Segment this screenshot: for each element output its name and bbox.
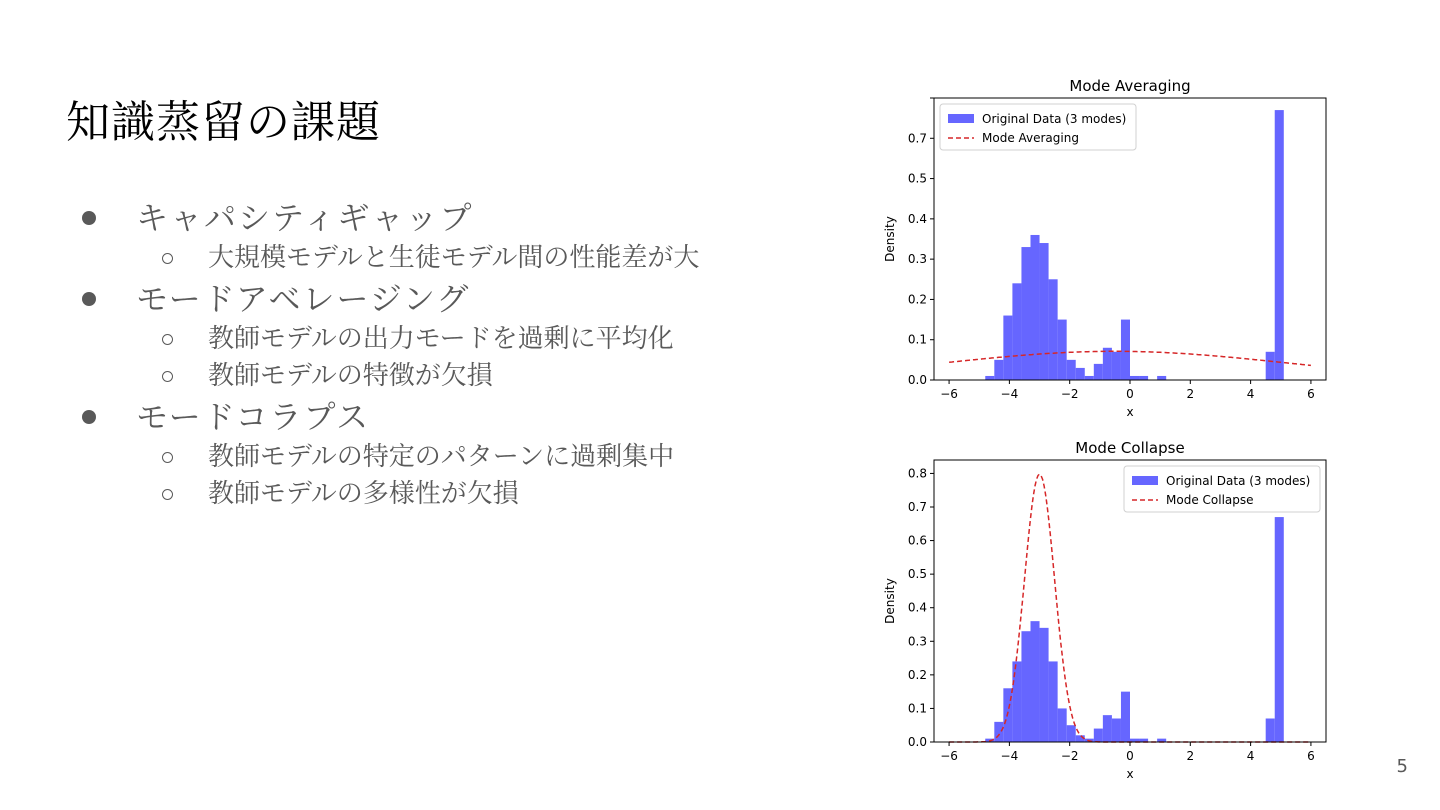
x-tick-label: 6 — [1307, 387, 1315, 401]
histogram-bar — [1275, 110, 1284, 380]
sub-bullet-text: 教師モデルの特定のパターンに過剰集中 — [208, 442, 675, 472]
y-tick-label: 0.5 — [907, 171, 927, 186]
histogram-bar — [994, 722, 1003, 742]
histogram-bar — [1266, 719, 1275, 743]
y-tick-label: 0.3 — [907, 634, 927, 649]
x-tick-label: −6 — [940, 387, 958, 401]
page-number: 5 — [1396, 756, 1408, 777]
bullet-text: モードコラプス — [136, 398, 371, 436]
x-tick-label: 2 — [1186, 387, 1195, 401]
y-tick-label: 0.0 — [907, 735, 927, 749]
y-tick-label: 0.7 — [907, 131, 927, 146]
x-tick-label: −2 — [1060, 387, 1079, 401]
histogram-bar — [1157, 376, 1166, 380]
x-tick-label: −4 — [1000, 387, 1019, 401]
histogram-bar — [1030, 235, 1039, 380]
chart-title: Mode Averaging — [1069, 77, 1191, 95]
sub-bullet-text: 教師モデルの特徴が欠損 — [208, 361, 493, 391]
histogram-bar — [1040, 243, 1049, 380]
bullet-list — [80, 196, 840, 513]
histogram-bar — [1030, 621, 1039, 742]
y-tick-label: 0.0 — [907, 373, 927, 387]
histogram-bar — [1112, 719, 1121, 743]
histogram-bar — [1275, 517, 1284, 742]
sub-bullet — [80, 321, 840, 358]
slide-title: 知識蒸留の課題 — [66, 97, 381, 148]
y-tick-label: 0.1 — [907, 701, 927, 716]
y-axis-label: Density — [883, 216, 897, 262]
histogram-bar — [994, 360, 1003, 380]
legend-swatch-histogram — [948, 114, 974, 123]
sub-bullet-text: 大規模モデルと生徒モデル間の性能差が大 — [208, 243, 700, 273]
x-tick-label: −2 — [1060, 749, 1079, 763]
y-tick-label: 0.1 — [907, 332, 927, 347]
x-tick-label: 0 — [1126, 749, 1134, 763]
histogram-bar — [1139, 376, 1148, 380]
sub-bullet — [80, 439, 840, 476]
histogram-bar — [1067, 360, 1076, 380]
histogram-bar — [1076, 368, 1085, 380]
histogram-bar — [1021, 631, 1030, 742]
x-axis-label: x — [1126, 767, 1134, 781]
legend-swatch-histogram — [1132, 476, 1158, 485]
sub-bullet — [80, 476, 840, 513]
histogram-bar — [1121, 692, 1130, 742]
legend-label-histogram: Original Data (3 modes) — [982, 112, 1127, 126]
histogram-bar — [1094, 729, 1103, 742]
histogram-bar — [1058, 320, 1067, 380]
mode-averaging-chart — [876, 72, 1336, 422]
sub-bullet-circle-icon — [162, 489, 173, 500]
histogram-bar — [1085, 376, 1094, 380]
y-axis-label: Density — [883, 578, 897, 624]
bullet-text: キャパシティギャップ — [136, 199, 474, 237]
y-tick-label: 0.3 — [907, 252, 927, 267]
legend-label-histogram: Original Data (3 modes) — [1166, 474, 1311, 488]
histogram-bar — [1103, 715, 1112, 742]
mode-averaging-plot — [876, 72, 1336, 422]
y-tick-label: 0.5 — [907, 567, 927, 582]
y-tick-label: 0.7 — [907, 500, 927, 514]
legend-label-curve: Mode Averaging — [982, 131, 1079, 145]
legend-label-curve: Mode Collapse — [1166, 493, 1254, 507]
sub-bullet — [80, 240, 840, 277]
bullet-text: モードアベレージング — [136, 280, 471, 318]
histogram-bar — [1130, 376, 1139, 380]
histogram-bar — [1094, 364, 1103, 380]
histogram-bar — [985, 376, 994, 380]
sub-bullet-text: 教師モデルの多様性が欠損 — [208, 479, 519, 509]
sub-bullet — [80, 358, 840, 395]
sub-bullet-circle-icon — [162, 371, 173, 382]
x-tick-label: 6 — [1307, 749, 1315, 763]
histogram-bar — [1058, 708, 1067, 742]
x-tick-label: 4 — [1246, 387, 1255, 401]
histogram-bar — [1266, 352, 1275, 380]
x-tick-label: −6 — [940, 749, 958, 763]
y-tick-label: 0.6 — [907, 533, 927, 548]
histogram-bar — [1040, 628, 1049, 742]
y-tick-label: 0.4 — [907, 211, 927, 226]
histogram-bar — [1003, 316, 1012, 380]
x-axis-label: x — [1126, 405, 1134, 419]
y-tick-label: 0.2 — [907, 292, 927, 307]
x-tick-label: 2 — [1186, 749, 1195, 763]
bullet-dot-icon — [82, 211, 96, 225]
x-tick-label: 0 — [1126, 387, 1134, 401]
bullet-dot-icon — [82, 410, 96, 424]
y-tick-label: 0.8 — [907, 466, 927, 481]
histogram-bar — [1012, 661, 1021, 742]
x-tick-label: −4 — [1000, 749, 1019, 763]
y-tick-label: 0.2 — [907, 667, 927, 682]
bullet-dot-icon — [82, 292, 96, 306]
histogram-bar — [1049, 279, 1058, 380]
sub-bullet-circle-icon — [162, 452, 173, 463]
histogram-bar — [1103, 348, 1112, 380]
histogram-bar — [1049, 661, 1058, 742]
histogram-bar — [1021, 247, 1030, 380]
mode-collapse-chart — [876, 434, 1336, 784]
y-tick-label: 0.4 — [907, 600, 927, 615]
histogram-bar — [1067, 725, 1076, 742]
histogram-bar — [1121, 320, 1130, 380]
sub-bullet-circle-icon — [162, 253, 173, 264]
sub-bullet-circle-icon — [162, 334, 173, 345]
x-tick-label: 4 — [1246, 749, 1255, 763]
mode-collapse-plot — [876, 434, 1336, 784]
sub-bullet-text: 教師モデルの出力モードを過剰に平均化 — [208, 324, 674, 354]
chart-title: Mode Collapse — [1075, 439, 1185, 457]
histogram-bar — [1012, 283, 1021, 380]
bullet-capacity-gap — [80, 196, 840, 240]
bullet-mode-averaging — [80, 277, 840, 321]
histogram-bar — [1112, 352, 1121, 380]
bullet-mode-collapse — [80, 395, 840, 439]
